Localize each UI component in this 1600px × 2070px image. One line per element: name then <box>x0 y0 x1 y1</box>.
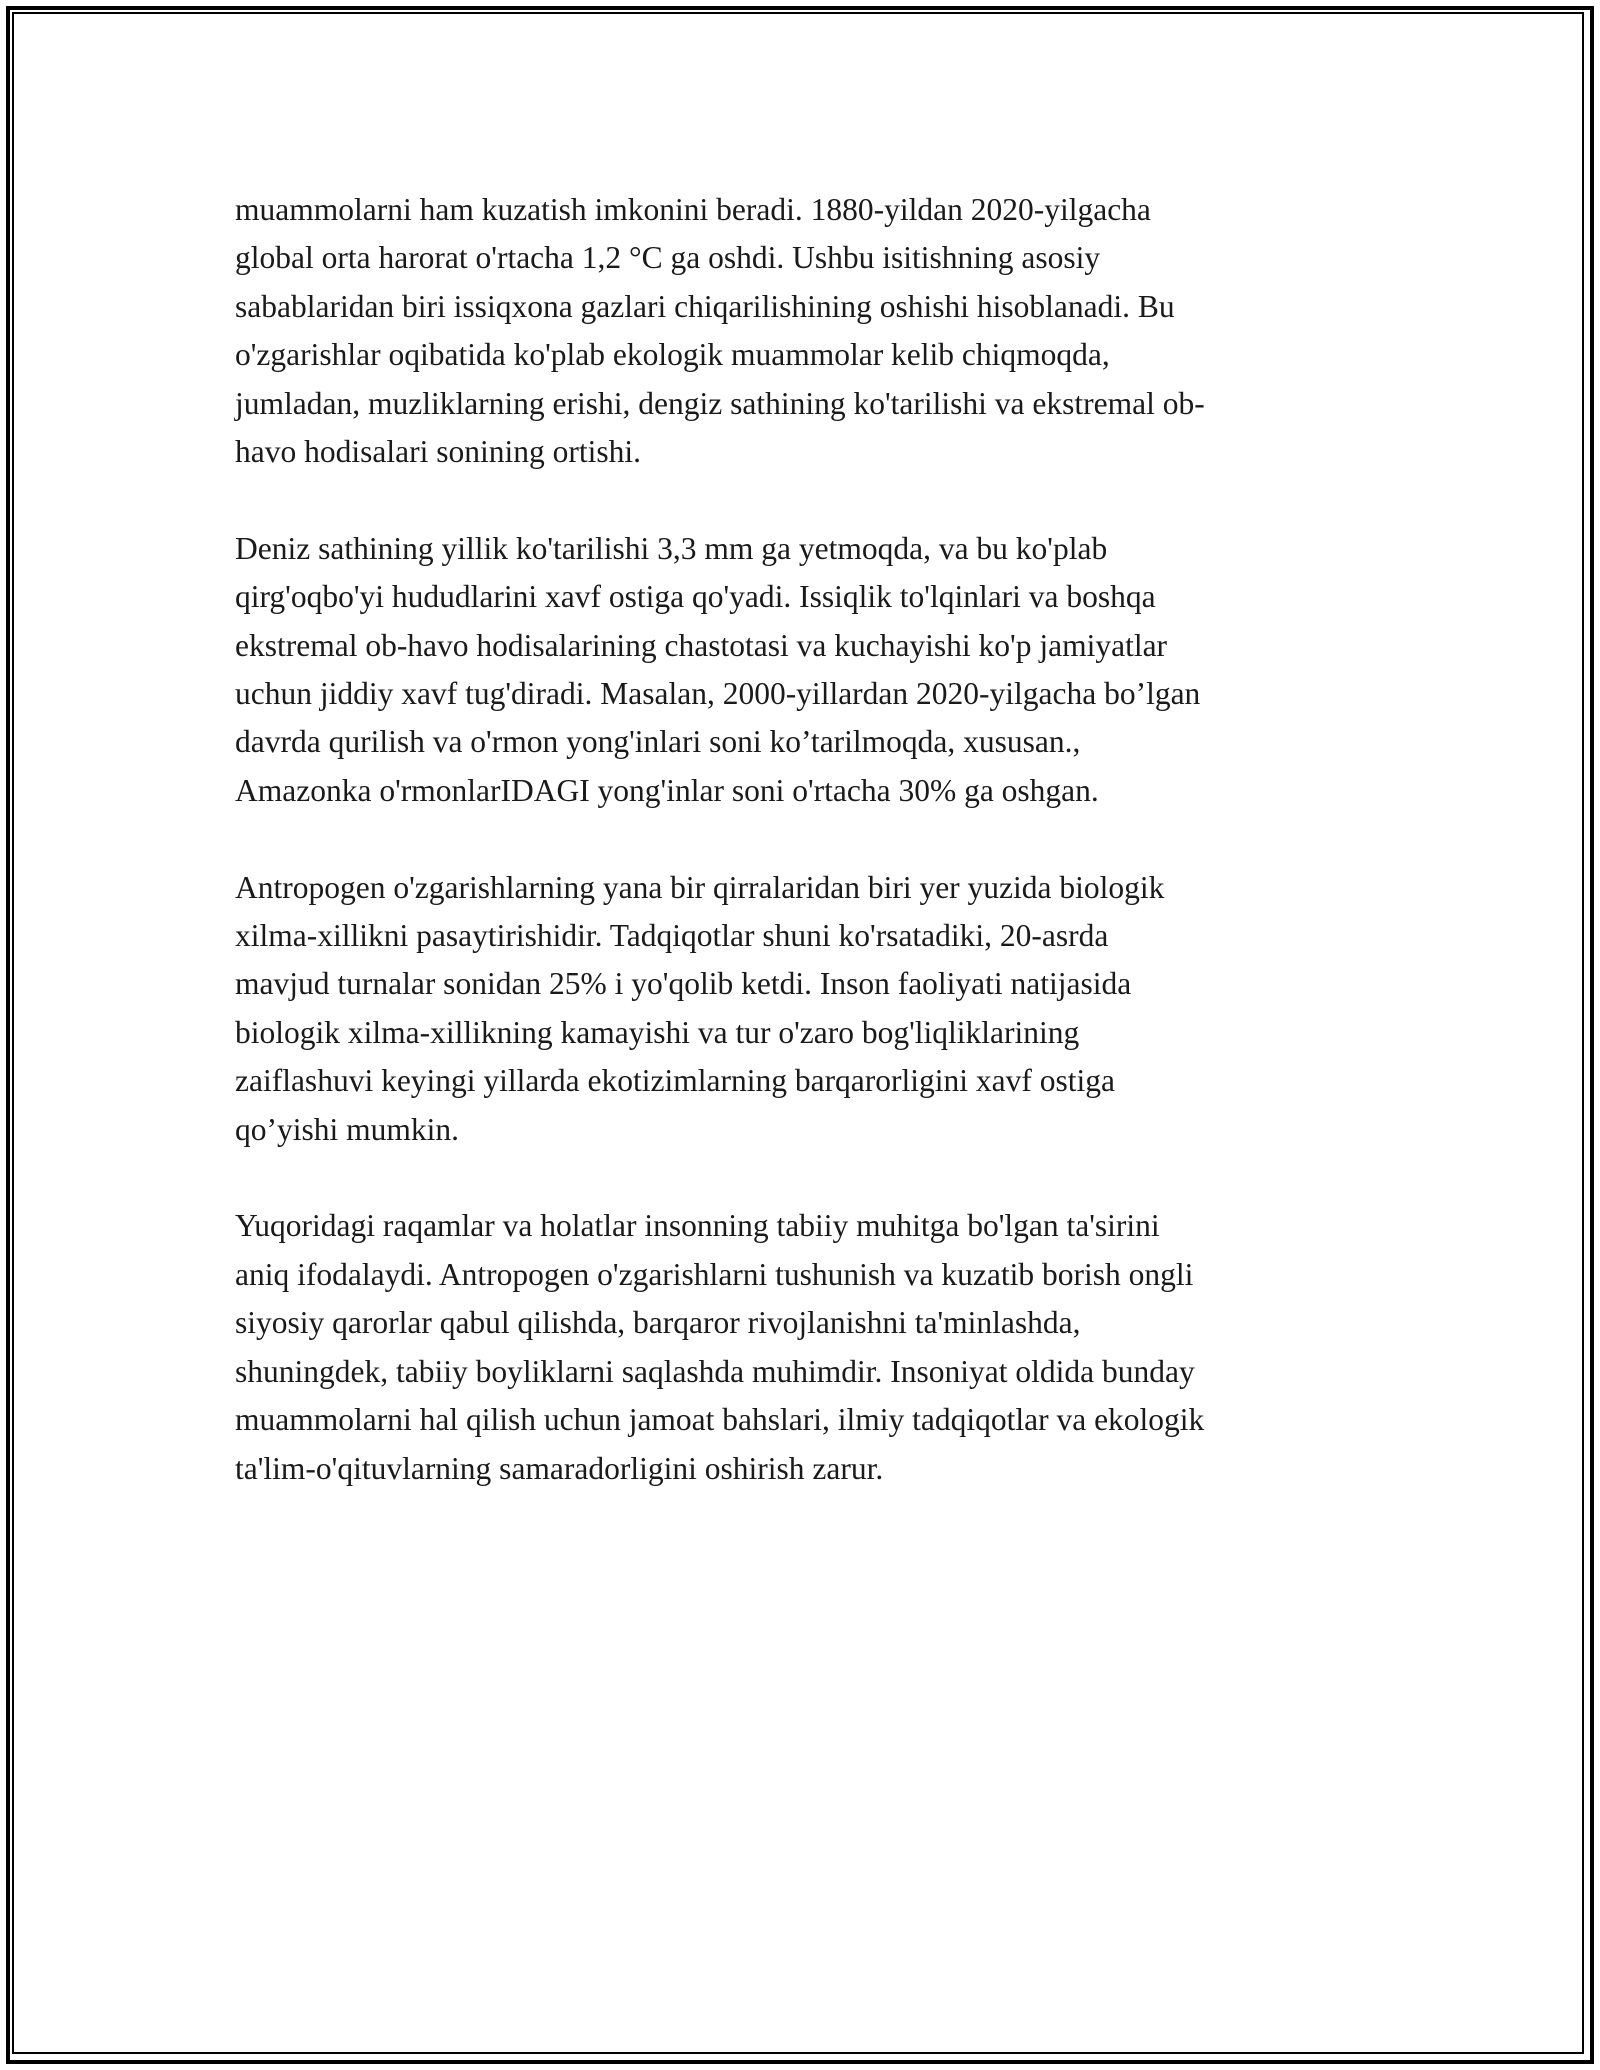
text-line: xilma-xillikni pasaytirishidir. Tadqiqotlar shuni ko'rsatadiki, 20-asrda <box>235 918 1109 954</box>
text-line: global orta harorat o'rtacha 1,2 °C ga oshdi. Ushbu isitishning asosiy <box>235 240 1101 276</box>
text-line: qirg'oqbo'yi hududlarini xavf ostiga qo'yadi. Issiqlik to'lqinlari va boshqa <box>235 579 1156 615</box>
paragraph-2 <box>235 525 1395 815</box>
text-line: ta'lim-o'qituvlarning samaradorligini oshirish zarur. <box>235 1450 884 1486</box>
paragraph-4 <box>235 1202 1395 1492</box>
text-line: o'zgarishlar oqibatida ko'plab ekologik muammolar kelib chiqmoqda, <box>235 337 1110 373</box>
text-line: havo hodisalari sonining ortishi. <box>235 434 641 470</box>
paragraph-1 <box>235 186 1395 476</box>
text-line: biologik xilma-xillikning kamayishi va tur o'zaro bog'liqliklarining <box>235 1014 1080 1050</box>
text-line: muammolarni hal qilish uchun jamoat bahslari, ilmiy tadqiqotlar va ekologik <box>235 1402 1205 1438</box>
text-line: jumladan, muzliklarning erishi, dengiz sathining ko'tarilishi va ekstremal ob- <box>235 385 1205 421</box>
text-line: zaiflashuvi keyingi yillarda ekotizimlarning barqarorligini xavf ostiga <box>235 1063 1115 1099</box>
text-line: Antropogen o'zgarishlarning yana bir qirralaridan biri yer yuzida biologik <box>235 869 1165 905</box>
text-line: shuningdek, tabiiy boyliklarni saqlashda muhimdir. Insoniyat oldida bunday <box>235 1353 1195 1389</box>
text-line: mavjud turnalar sonidan 25% i yo'qolib ketdi. Inson faoliyati natijasida <box>235 966 1132 1002</box>
text-line: muammolarni ham kuzatish imkonini beradi. 1880-yildan 2020-yilgacha <box>235 192 1151 227</box>
text-line: davrda qurilish va o'rmon yong'inlari soni ko’tarilmoqda, xususan., <box>235 724 1081 760</box>
text-line: siyosiy qarorlar qabul qilishda, barqaror rivojlanishni ta'minlashda, <box>235 1305 1081 1341</box>
text-line: Deniz sathining yillik ko'tarilishi 3,3 mm ga yetmoqda, va bu ko'plab <box>235 530 1108 566</box>
paragraph-3 <box>235 864 1395 1154</box>
text-line: sabablaridan biri issiqxona gazlari chiqarilishining oshishi hisoblanadi. Bu <box>235 288 1175 324</box>
document-body <box>235 186 1395 1541</box>
text-line: Yuqoridagi raqamlar va holatlar insonning tabiiy muhitga bo'lgan ta'sirini <box>235 1208 1160 1244</box>
text-line: uchun jiddiy xavf tug'diradi. Masalan, 2000-yillardan 2020-yilgacha bo’lgan <box>235 676 1201 712</box>
text-line: aniq ifodalaydi. Antropogen o'zgarishlarni tushunish va kuzatib borish ongli <box>235 1256 1194 1292</box>
text-line: ekstremal ob-havo hodisalarining chastotasi va kuchayishi ko'p jamiyatlar <box>235 627 1168 663</box>
text-line: Amazonka o'rmonlarIDAGI yong'inlar soni o'rtacha 30% ga oshgan. <box>235 772 1099 808</box>
text-line: qo’yishi mumkin. <box>235 1111 460 1147</box>
